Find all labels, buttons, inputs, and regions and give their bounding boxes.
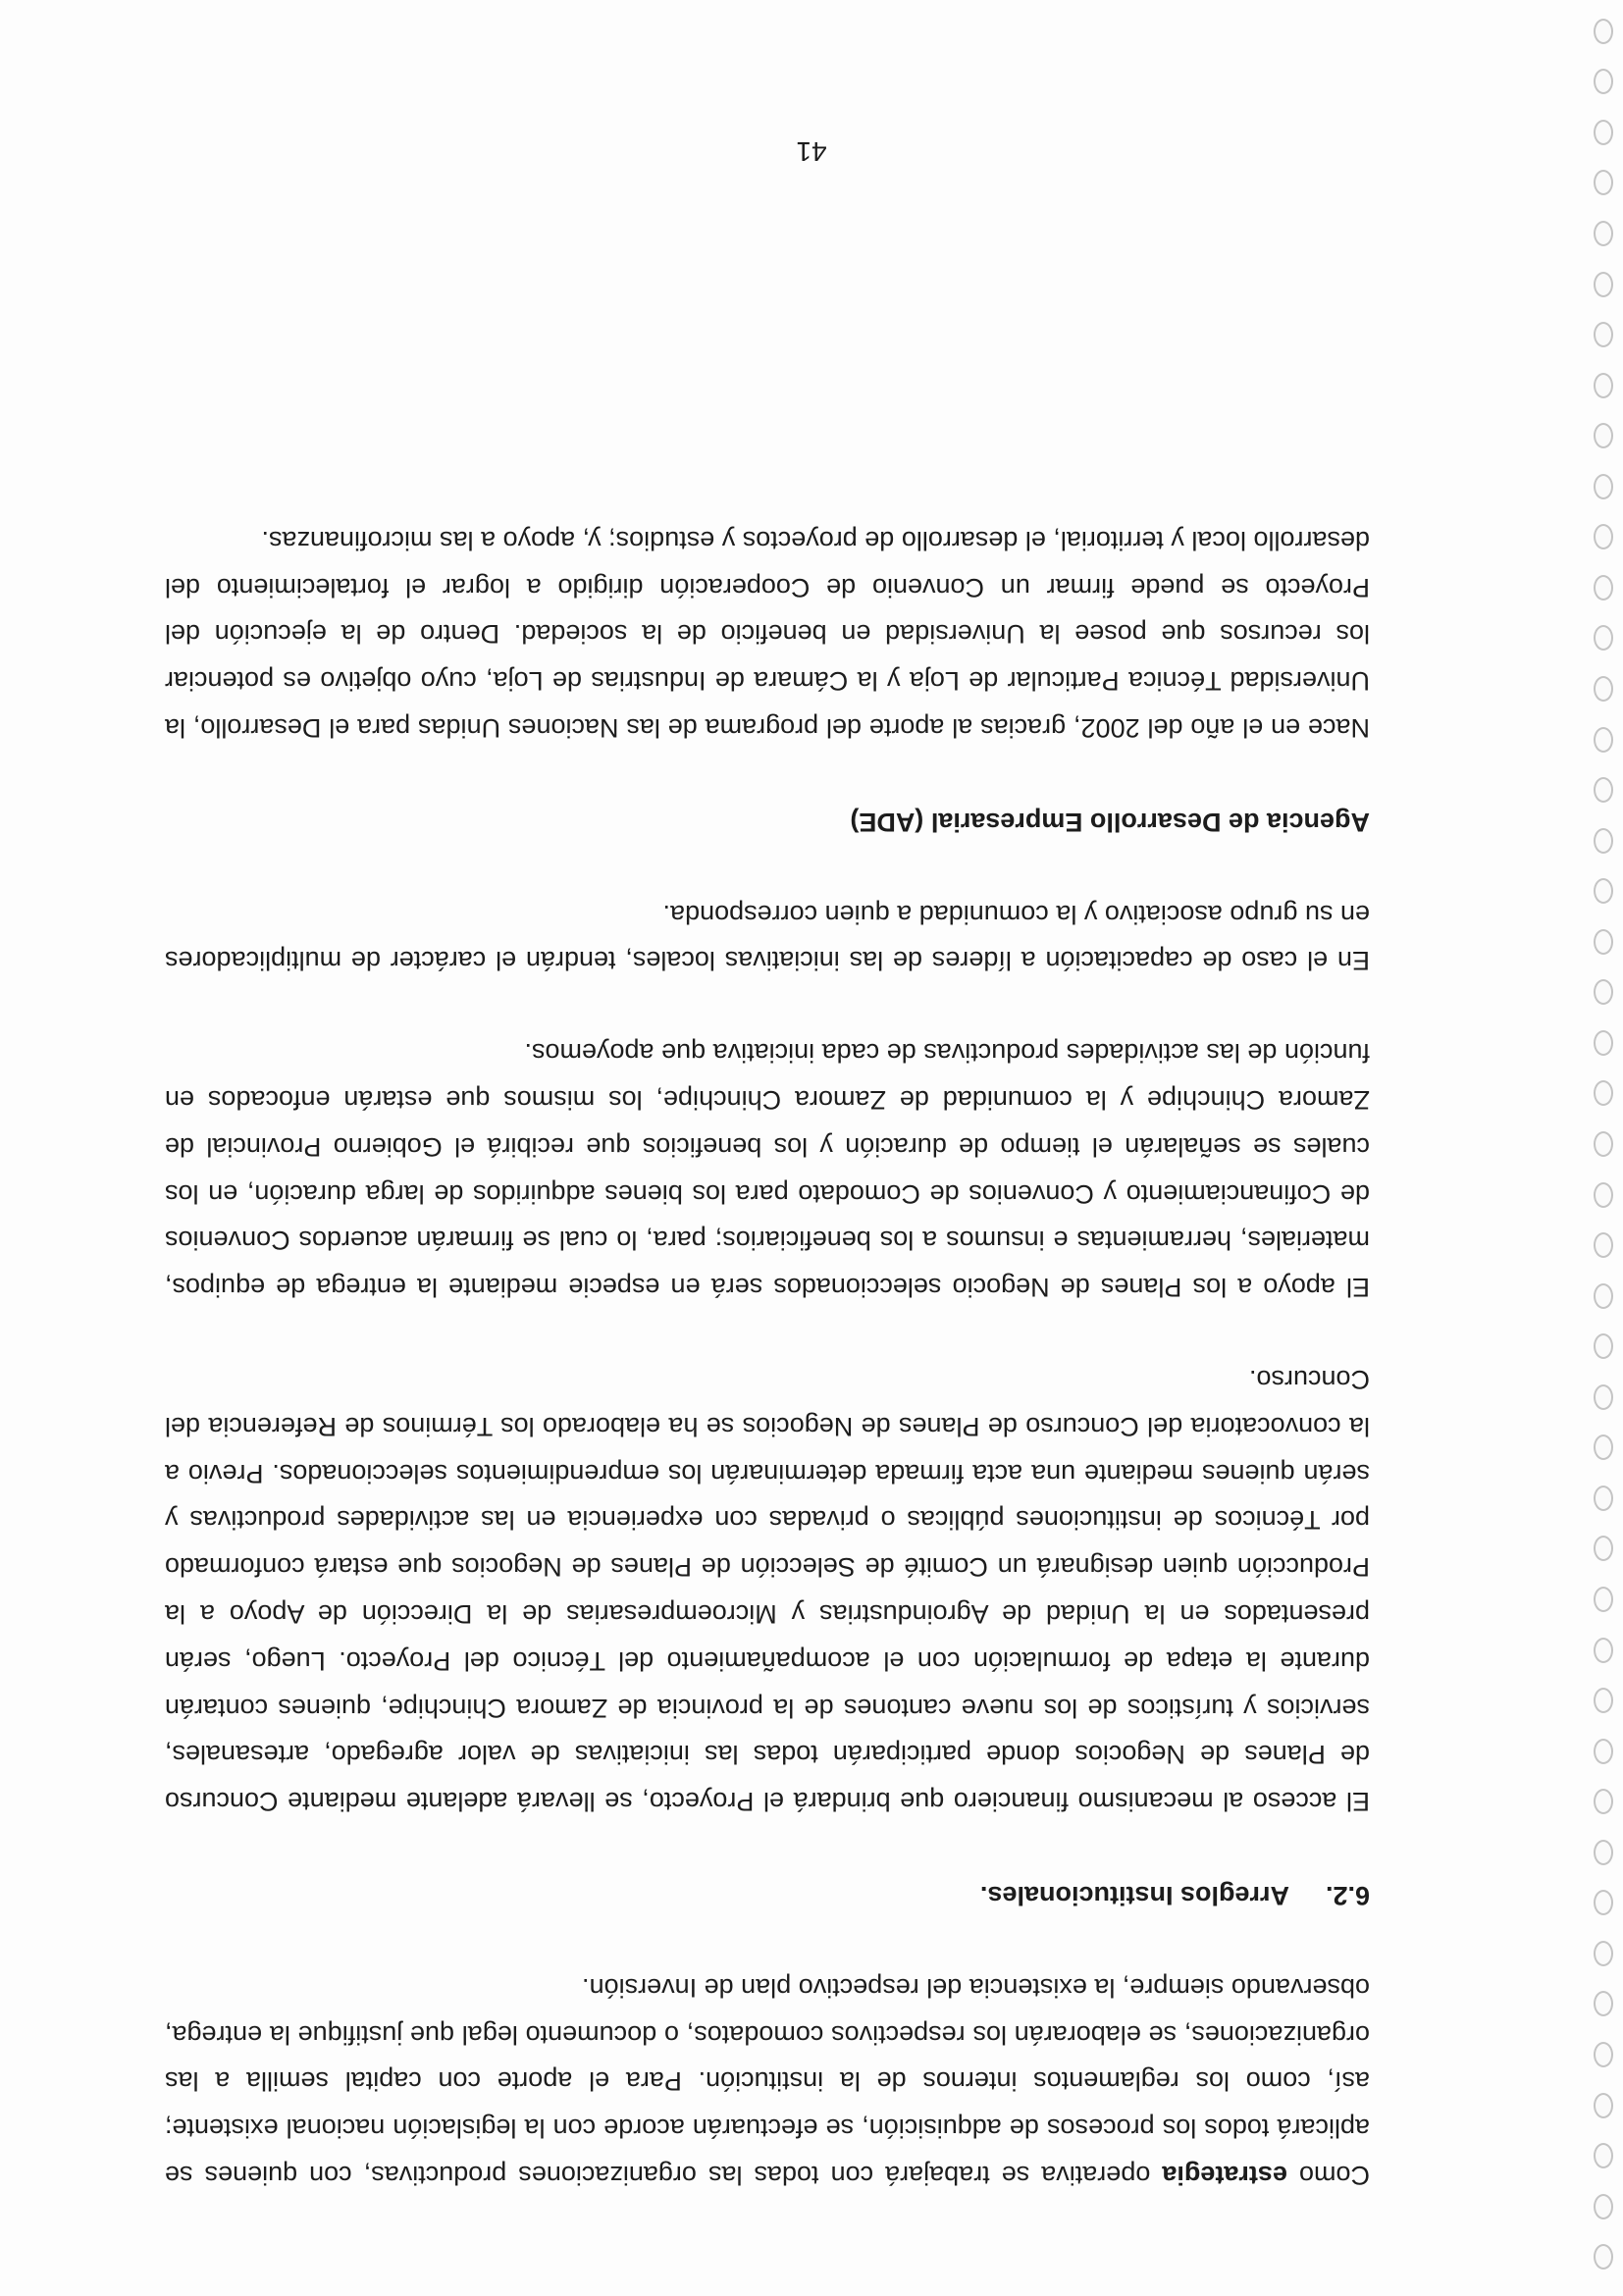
binding-hole-icon	[1594, 272, 1613, 297]
binding-hole-icon	[1594, 1486, 1613, 1511]
binding-hole-icon	[1594, 2194, 1613, 2219]
capacitacion-paragraph: En el caso de capacitación a líderes de las iniciativas locales, tendrán el carácter de multiplicadores en su grupo asociativo y la comunidad a quien corresponda.	[165, 899, 1370, 976]
ade-paragraph: Nace en el año del 2002, gracias al aporte del programa de las Naciones Unidas para el Desarrollo, la Universidad Técnica Particular de Loja y la Cámara de Industrias de Loja, cuyo objetivo es potenciar los recursos que posee la Universidad en beneficio de la sociedad. Dentro de la ejecución del Proyecto se puede firmar un Convenio de Cooperación dirigido a lograr el fortalecimiento del desarrollo local y territorial, el desarrollo de proyectos y estudios; y, apoyo a las microfinanzas.	[165, 525, 1370, 744]
binding-hole-icon	[1594, 929, 1613, 955]
apoyo-paragraph: El apoyo a los Planes de Negocio seleccionados será en especie mediante la entrega de equipos, materiales, herramientas e insumos a los beneficiarios; para, lo cual se firmarán acuerdos Convenios de Cofinanciamiento y Convenios de Comodato para los bienes adquiridos de larga duración, en los cuales se señalarán el tiempo de duración y los beneficios que recibirá el Gobierno Provincial de Zamora Chinchipe y la comunidad de Zamora Chinchipe, los mismos que estarán enfocados en función de las actividades productivas de cada iniciativa que apoyemos.	[165, 1038, 1370, 1303]
concurso-paragraph: El acceso al mecanismo financiero que brindará el Proyecto, se llevará adelante mediante Concurso de Planes de Negocios donde participarán todas las iniciativas de valor agregado, artesanales, servicios y turísticos de los nueve cantones de la provincia de Zamora Chinchipe, quienes contarán durante la etapa de formulación con el acompañamiento del Técnico del Proyecto. Luego, serán presentados en la Unidad de Agroindustrias y Microempresarias de la Dirección de Apoyo a la Producción quien designará un Comité de Selección de Planes de Negocios que estará conformado por Técnicos de instituciones públicas o privadas con experiencia en las actividades productivas y serán quienes mediante una acta firmada determinarán los emprendimientos seleccionados. Previo a la convocatoria del Concurso de Planes de Negocios se ha elaborado los Términos de Referencia del Concurso.	[165, 1365, 1370, 1817]
binding-hole-icon	[1594, 777, 1613, 803]
binding-hole-icon	[1594, 1890, 1613, 1915]
page-body	[165, 471, 1370, 2198]
binding-hole-icon	[1594, 979, 1613, 1005]
binding-hole-icon	[1594, 1232, 1613, 1258]
binding-hole-icon	[1594, 2093, 1613, 2118]
binding-hole-icon	[1594, 1283, 1613, 1309]
binding-hole-icon	[1594, 423, 1613, 448]
binding-hole-icon	[1594, 2042, 1613, 2067]
binding-hole-icon	[1594, 878, 1613, 904]
binding-hole-icon	[1594, 1789, 1613, 1814]
binding-hole-icon	[1594, 1435, 1613, 1460]
section-heading-6-2	[165, 1871, 1370, 1918]
binding-hole-icon	[1594, 221, 1613, 246]
binding-hole-icon	[1594, 19, 1613, 44]
binding-hole-icon	[1594, 2244, 1613, 2270]
section-title: Arreglos Institucionales.	[979, 1881, 1289, 1911]
estrategia-keyword: estrategia	[1162, 2161, 1287, 2190]
page-number: 41	[796, 136, 827, 167]
estrategia-paragraph	[165, 1963, 1370, 2198]
binding-hole-icon	[1594, 474, 1613, 499]
binding-hole-icon	[1594, 1333, 1613, 1359]
binding-hole-icon	[1594, 2143, 1613, 2168]
ade-heading: Agencia de Desarrollo Empresarial (ADE)	[850, 807, 1370, 837]
binding-hole-icon	[1594, 1840, 1613, 1865]
binding-hole-icon	[1594, 1587, 1613, 1612]
estrategia-lead: Como	[1286, 2161, 1370, 2190]
binding-hole-icon	[1594, 625, 1613, 651]
binding-hole-icon	[1594, 1182, 1613, 1208]
binding-hole-icon	[1594, 69, 1613, 94]
binding-hole-icon	[1594, 1991, 1613, 2016]
binding-hole-icon	[1594, 373, 1613, 398]
binding-hole-icon	[1594, 676, 1613, 702]
binding-hole-icon	[1594, 1536, 1613, 1561]
binding-hole-icon	[1594, 1688, 1613, 1713]
binding-hole-icon	[1594, 1384, 1613, 1410]
binding-hole-icon	[1594, 322, 1613, 347]
binding-hole-icon	[1594, 1030, 1613, 1056]
binding-hole-icon	[1594, 828, 1613, 854]
binding-hole-icon	[1594, 1131, 1613, 1157]
binding-hole-icon	[1594, 524, 1613, 549]
binding-hole-icon	[1594, 1739, 1613, 1764]
binding-hole-icon	[1594, 575, 1613, 600]
section-number: 6.2.	[1325, 1881, 1370, 1911]
binding-hole-icon	[1594, 727, 1613, 753]
binding-hole-icon	[1594, 1638, 1613, 1663]
estrategia-text: operativa se trabajará con todas las organizaciones productivas, con quienes se aplicará todos los procesos de adquisición, se efectuarán acorde con la legislación nacional existente; así, como los reglamentos internos de la institución. Para el aporte con capital semilla a las organizaciones, se elaborarán los respectivos comodatos, o documento legal que justifique la entrega, observando siempre, la existencia del respectivo plan de Inversión.	[165, 1972, 1370, 2190]
binding-hole-icon	[1594, 170, 1613, 195]
binding-hole-icon	[1594, 1941, 1613, 1966]
spiral-binding-strip	[1584, 6, 1623, 2282]
binding-hole-icon	[1594, 1080, 1613, 1106]
